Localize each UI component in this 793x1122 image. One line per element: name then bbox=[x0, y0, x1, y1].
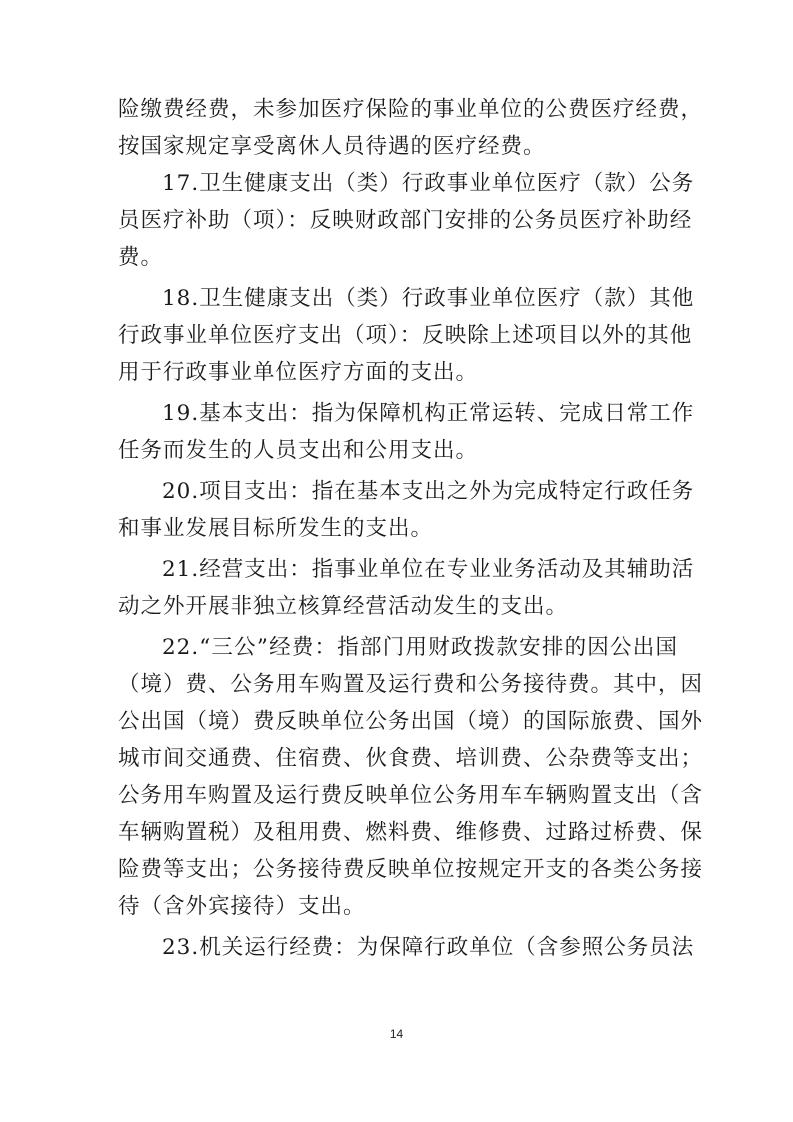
text-line: 任务而发生的人员支出和公用支出。 bbox=[118, 438, 479, 463]
text-line: 员医疗补助（项）：反映财政部门安排的公务员医疗补助经 bbox=[118, 208, 693, 233]
text-line: 公出国（境）费反映单位公务出国（境）的国际旅费、国外 bbox=[118, 709, 704, 734]
text-line: 费。 bbox=[118, 245, 164, 270]
text-line: 城市间交通费、住宿费、伙食费、培训费、公杂费等支出； bbox=[118, 746, 704, 771]
text-line: 险费等支出；公务接待费反映单位按规定开支的各类公务接 bbox=[118, 857, 704, 882]
paragraph bbox=[118, 96, 704, 160]
text-line: （境）费、公务用车购置及运行费和公务接待费。其中，因 bbox=[118, 672, 704, 697]
text-line: 和事业发展目标所发生的支出。 bbox=[118, 516, 434, 541]
text-line: 待（含外宾接待）支出。 bbox=[118, 894, 366, 919]
paragraph bbox=[118, 170, 695, 271]
text-line: 20.项目支出：指在基本支出之外为完成特定行政任务 bbox=[162, 479, 695, 504]
paragraph bbox=[118, 556, 695, 620]
text-line: 17.卫生健康支出（类）行政事业单位医疗（款）公务 bbox=[162, 171, 695, 196]
text-line: 按国家规定享受离休人员待遇的医疗经费。 bbox=[118, 134, 546, 159]
text-line: 22.“三公”经费：指部门用财政拨款安排的因公出国 bbox=[162, 635, 678, 660]
text-line: 险缴费经费，未参加医疗保险的事业单位的公费医疗经费， bbox=[118, 97, 704, 122]
text-line: 用于行政事业单位医疗方面的支出。 bbox=[118, 360, 479, 385]
paragraph bbox=[118, 285, 695, 386]
text-line: 行政事业单位医疗支出（项）：反映除上述项目以外的其他 bbox=[118, 323, 693, 348]
text-line: 公务用车购置及运行费反映单位公务用车车辆购置支出（含 bbox=[118, 783, 704, 808]
paragraph bbox=[118, 934, 695, 961]
paragraph bbox=[118, 400, 695, 464]
text-line: 18.卫生健康支出（类）行政事业单位医疗（款）其他 bbox=[162, 286, 695, 311]
text-line: 23.机关运行经费：为保障行政单位（含参照公务员法 bbox=[162, 935, 695, 960]
page-number: 14 bbox=[389, 1027, 404, 1041]
text-line: 19.基本支出：指为保障机构正常运转、完成日常工作 bbox=[162, 401, 695, 426]
text-line: 动之外开展非独立核算经营活动发生的支出。 bbox=[118, 594, 569, 619]
text-line: 车辆购置税）及租用费、燃料费、维修费、过路过桥费、保 bbox=[118, 820, 704, 845]
paragraph bbox=[118, 478, 695, 542]
text-line: 21.经营支出：指事业单位在专业业务活动及其辅助活 bbox=[162, 557, 695, 582]
document-body bbox=[118, 96, 704, 961]
paragraph bbox=[118, 634, 704, 920]
